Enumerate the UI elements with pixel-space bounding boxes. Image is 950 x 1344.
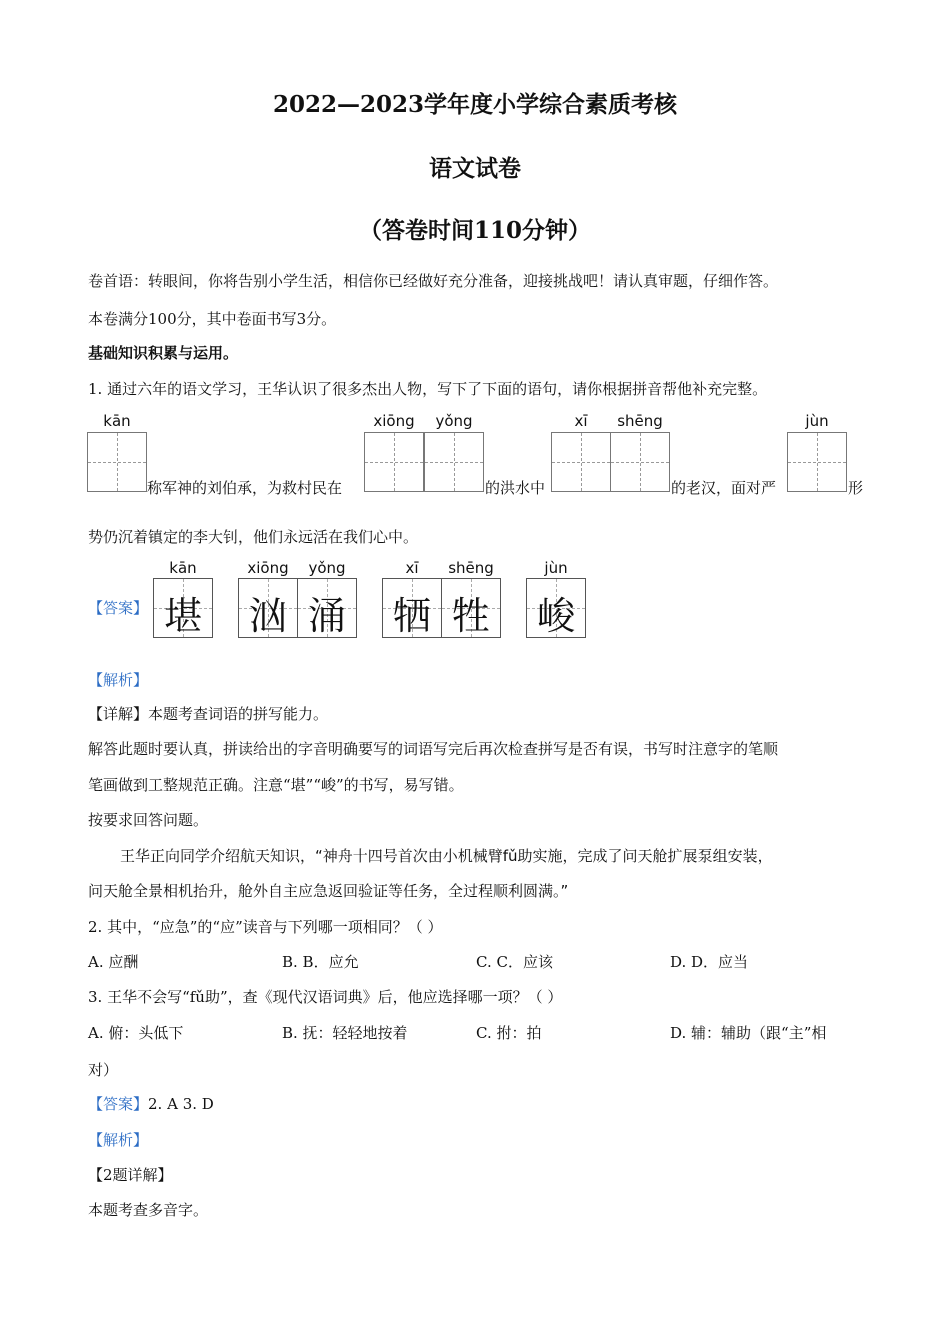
pinyin-xiong: xiōng xyxy=(373,412,415,430)
blank-grid-jun[interactable] xyxy=(787,432,847,492)
answer-pinyin-yong: yǒng xyxy=(308,559,346,577)
pinyin-kan: kān xyxy=(103,412,131,430)
analysis-label-2: 【解析】 xyxy=(88,1131,149,1149)
answer-pinyin-kan: kān xyxy=(169,559,197,577)
q3-option-d[interactable]: D. 辅：辅助（跟“主”相 xyxy=(670,1024,827,1042)
q2-option-a[interactable]: A. 应酬 xyxy=(88,953,139,971)
answer-grid-yong xyxy=(297,578,357,638)
exam-time: （答卷时间110分钟） xyxy=(358,217,591,244)
passage-line-2: 问天舱全景相机抬升，舱外自主应急返回验证等任务，全过程顺利圆满。” xyxy=(88,882,569,900)
answer-pinyin-sheng: shēng xyxy=(448,559,494,577)
answers-2-3-label: 【答案】 xyxy=(88,1095,149,1113)
q3-option-b[interactable]: B. 抚：轻轻地按着 xyxy=(282,1024,408,1042)
subject-title: 语文试卷 xyxy=(429,155,521,182)
pinyin-sheng: shēng xyxy=(617,412,663,430)
answer-char-yong: 涌 xyxy=(307,594,346,638)
answer-grid-kan xyxy=(153,578,213,638)
blank-grid-yong[interactable] xyxy=(424,432,484,492)
explanation-line-2: 笔画做到工整规范正确。注意“堪”“峻”的书写，易写错。 xyxy=(88,776,464,794)
answer-grid-jun xyxy=(526,578,586,638)
answers-2-3-row xyxy=(88,1093,214,1114)
q2-option-d[interactable]: D. D．应当 xyxy=(670,953,749,971)
blank-grid-kan[interactable] xyxy=(87,432,147,492)
q1-line-2: 势仍沉着镇定的李大钊，他们永远活在我们心中。 xyxy=(88,528,419,546)
answer-pinyin-xi: xī xyxy=(405,559,419,577)
q3-stem: 3. 王华不会写“fǔ助”，查《现代汉语词典》后，他应选择哪一项？（ ） xyxy=(88,988,563,1006)
section-heading: 基础知识积累与运用。 xyxy=(88,344,239,362)
answer-char-xiong: 汹 xyxy=(248,594,287,638)
pinyin-xi: xī xyxy=(574,412,588,430)
q1-segment-4: 形 xyxy=(848,479,864,497)
answer-pinyin-jun: jùn xyxy=(544,559,568,577)
q2-detail-heading: 【2题详解】 xyxy=(88,1166,173,1184)
answer-char-kan: 堪 xyxy=(163,594,202,638)
answer-grid-xi xyxy=(382,578,442,638)
answer-grid-sheng xyxy=(441,578,501,638)
exam-title: 2022—2023学年度小学综合素质考核 xyxy=(272,91,678,118)
pinyin-jun: jùn xyxy=(805,412,829,430)
answer-grid-xiong xyxy=(238,578,298,638)
detail-heading: 【详解】本题考查词语的拼写能力。 xyxy=(88,705,329,723)
passage-line-1: 王华正向同学介绍航天知识，“神舟十四号首次由小机械臂fǔ助实施，完成了问天舱扩展泵组安装， xyxy=(120,847,773,865)
q1-segment-3: 的老汉，面对严 xyxy=(671,479,777,497)
answer-label: 【答案】 xyxy=(88,599,149,617)
q3-option-a[interactable]: A. 俯：头低下 xyxy=(88,1024,184,1042)
q2-option-c[interactable]: C. C．应该 xyxy=(476,953,553,971)
q3-option-c[interactable]: C. 拊：拍 xyxy=(476,1024,542,1042)
blank-grid-sheng[interactable] xyxy=(610,432,670,492)
explanation-line-3: 按要求回答问题。 xyxy=(88,811,209,829)
q3-option-d-continued: 对） xyxy=(88,1061,119,1079)
q2-stem: 2. 其中，“应急”的“应”读音与下列哪一项相同？（ ） xyxy=(88,918,443,936)
q1-segment-1: 称军神的刘伯承，为救村民在 xyxy=(147,479,343,497)
blank-grid-xi[interactable] xyxy=(551,432,611,492)
intro-line-1: 卷首语：转眼间，你将告别小学生活，相信你已经做好充分准备，迎接挑战吧！请认真审题，仔细作答。 xyxy=(88,272,779,290)
answer-pinyin-xiong: xiōng xyxy=(247,559,289,577)
answer-char-jun: 峻 xyxy=(536,594,575,638)
pinyin-yong: yǒng xyxy=(435,412,473,430)
q1-segment-2: 的洪水中 xyxy=(485,479,546,497)
explanation-line-1: 解答此题时要认真，拼读给出的字音明确要写的词语写完后再次检查拼写是否有误，书写时注意字的笔顺 xyxy=(88,740,779,758)
answer-char-sheng: 牲 xyxy=(451,594,490,638)
q2-option-b[interactable]: B. B．应允 xyxy=(282,953,359,971)
analysis-label: 【解析】 xyxy=(88,671,149,689)
q2-detail-text: 本题考查多音字。 xyxy=(88,1201,209,1219)
answer-char-xi: 牺 xyxy=(392,594,431,638)
answers-2-3-value: 2. A 3. D xyxy=(148,1095,214,1113)
q1-stem: 1. 通过六年的语文学习，王华认识了很多杰出人物，写下了下面的语句，请你根据拼音帮他补充完整。 xyxy=(88,380,768,398)
blank-grid-xiong[interactable] xyxy=(364,432,424,492)
intro-line-2: 本卷满分100分，其中卷面书写3分。 xyxy=(88,310,337,328)
